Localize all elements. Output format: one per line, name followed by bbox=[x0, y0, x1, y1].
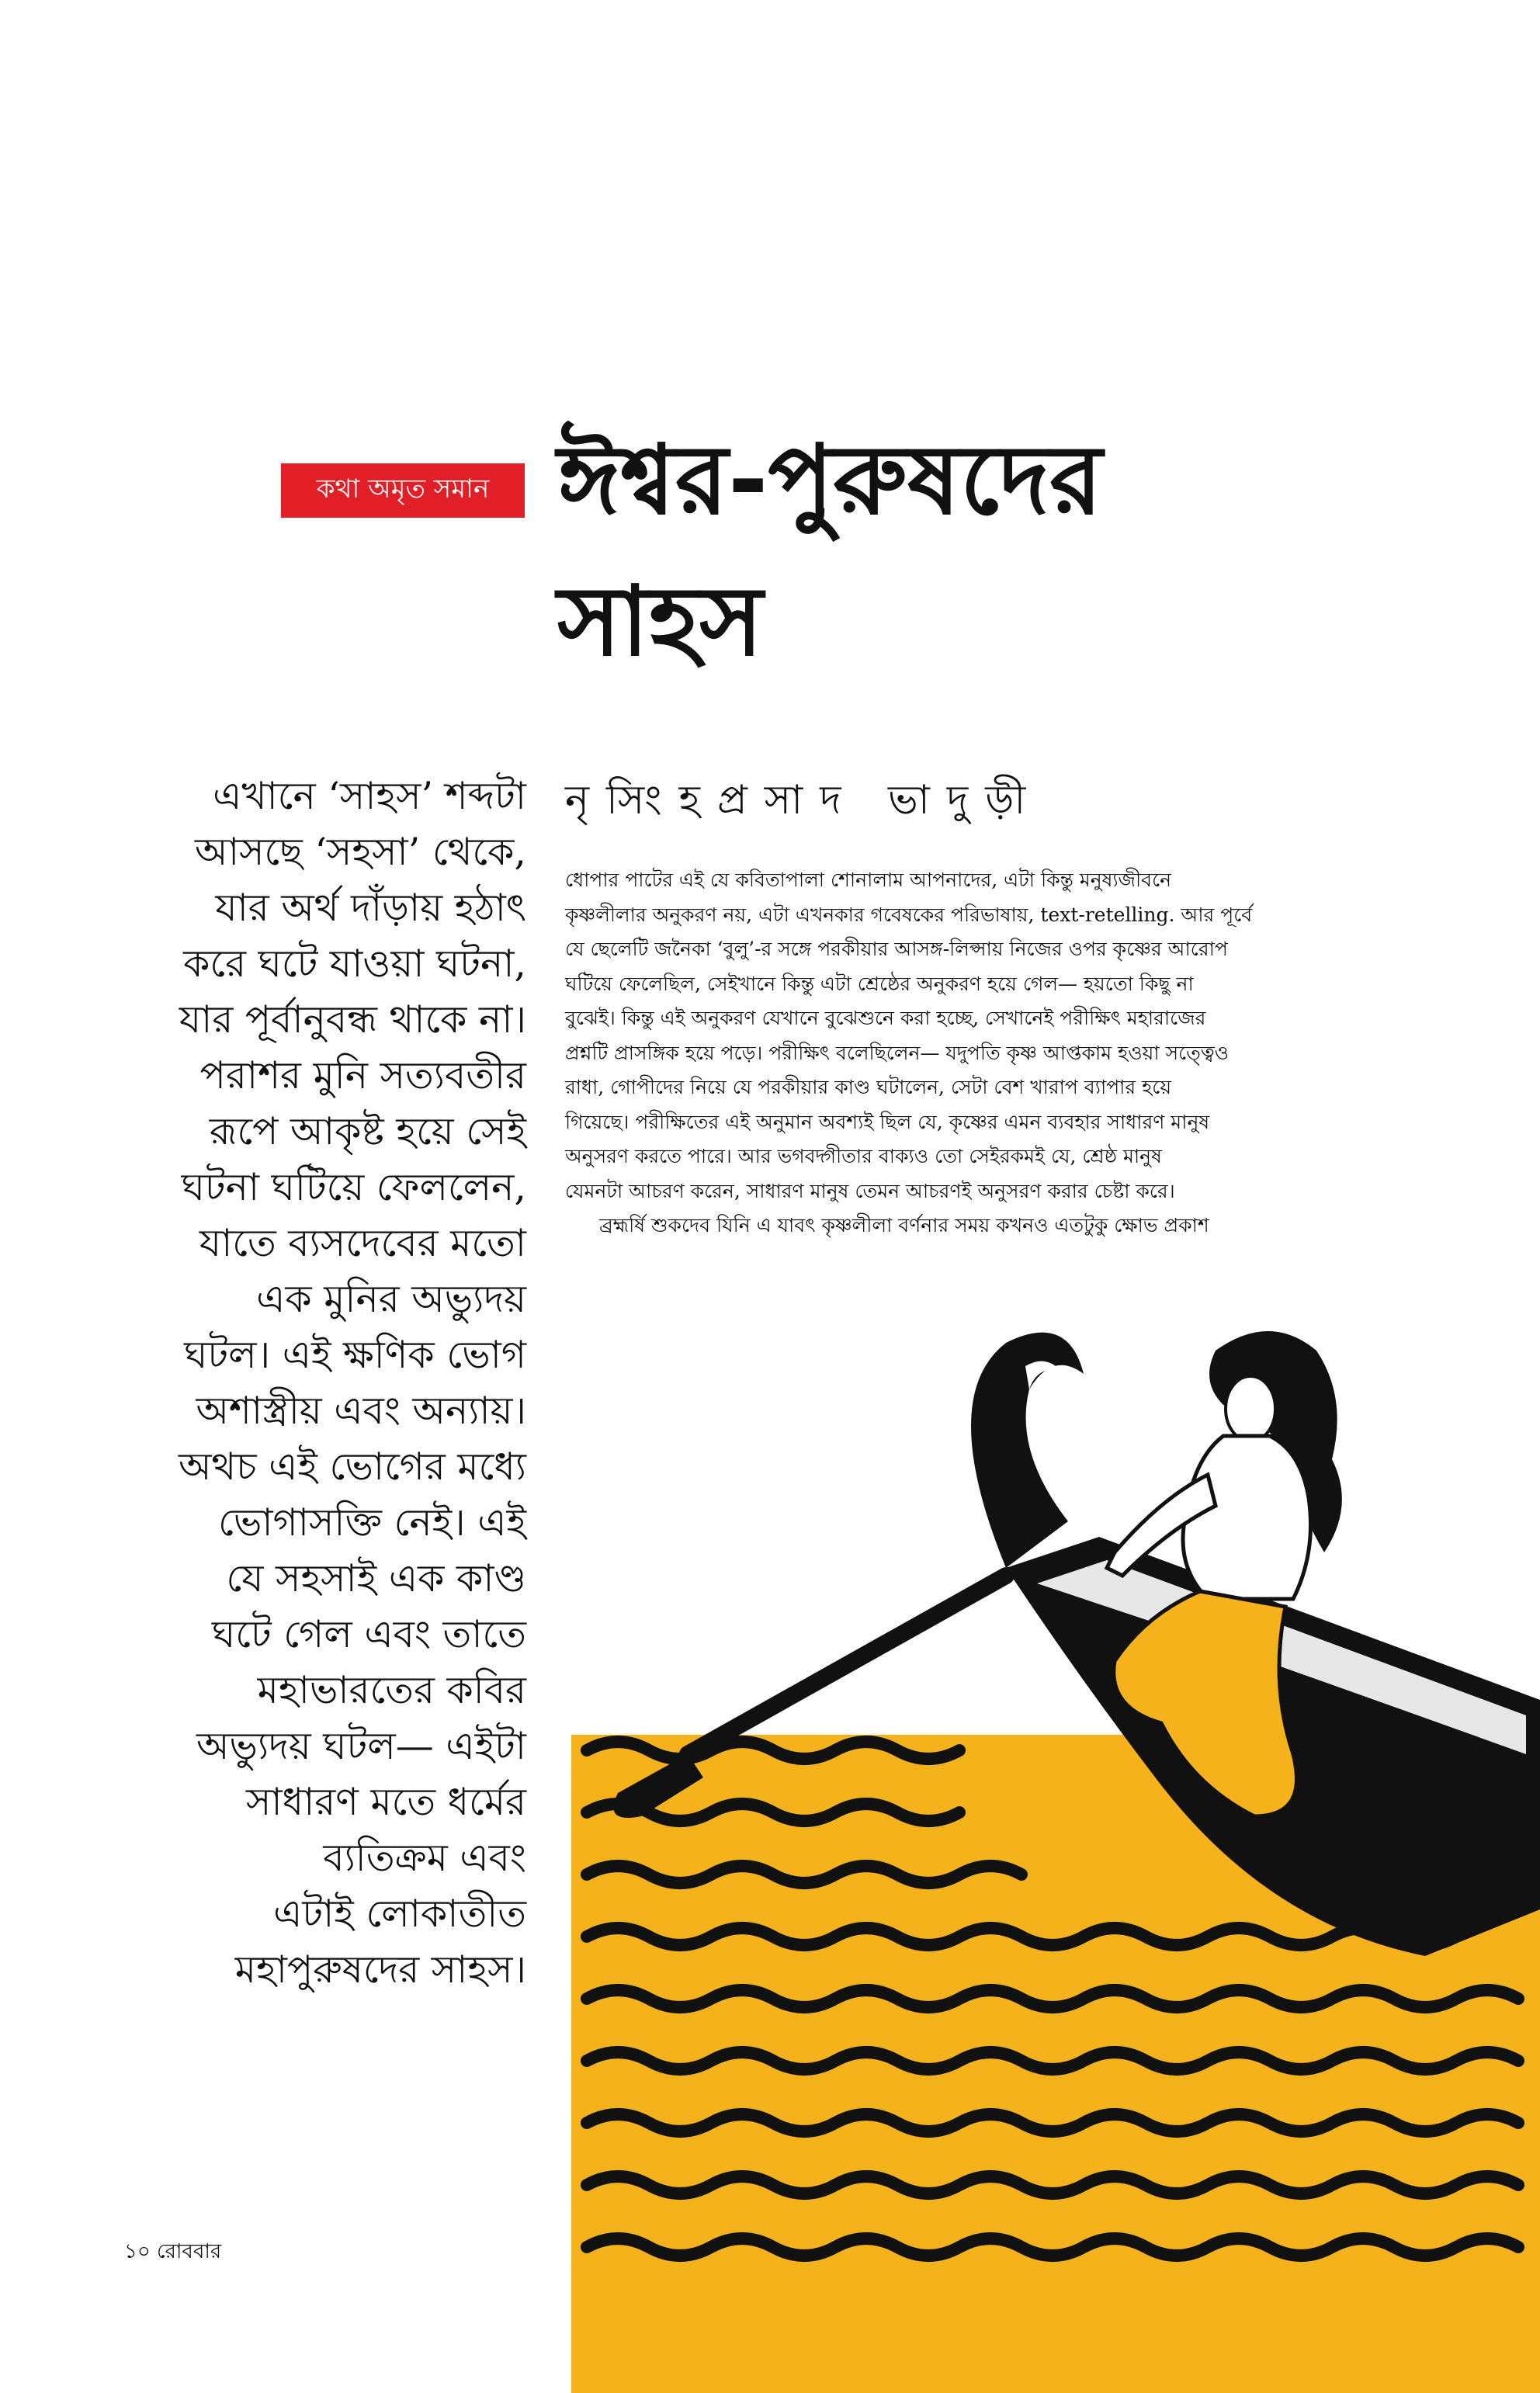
pull-quote-line: ভোগাসক্তি নেই। এই bbox=[218, 1500, 526, 1545]
pull-quote-line: যার পূর্বানুবন্ধ থাকে না। bbox=[179, 997, 526, 1042]
body-line: অনুসরণ করতে পারে। আর ভগবদ্গীতার বাক্যও তো সেইরকমই যে, শ্রেষ্ঠ মানুষ bbox=[565, 1145, 1162, 1167]
pull-quote-line: যাতে ব্যসদেবের মতো bbox=[199, 1221, 526, 1265]
title-line-1: ঈশ্বর-পুরুষদের bbox=[557, 425, 1103, 536]
body-line: প্রশ্নটি প্রাসঙ্গিক হয়ে পড়ে। পরীক্ষিৎ বলেছিলেন— যদুপতি কৃষ্ণ আপ্তকাম হওয়া সত্ত্বেও bbox=[565, 1041, 1230, 1064]
body-line: যে ছেলেটি জনৈকা ‘বুলু’-র সঙ্গে পরকীয়ার আসঙ্গ-লিপ্সায় নিজের ওপর কৃষ্ণের আরোপ bbox=[565, 938, 1228, 960]
pull-quote-line: অথচ এই ভোগের মধ্যে bbox=[178, 1444, 526, 1489]
body-line: ধোপার পাটের এই যে কবিতাপালা শোনালাম আপনাদের, এটা কিন্তু মনুষ্যজীবনে bbox=[565, 869, 1172, 891]
pull-quote-line: পরাশর মুনি সত্যবতীর bbox=[199, 1053, 526, 1098]
pull-quote-line: মহাপুরুষদের সাহস। bbox=[234, 1947, 526, 1992]
pull-quote-line: এখানে ‘সাহস’ শব্দটা bbox=[213, 774, 526, 818]
pull-quote-line: রূপে আকৃষ্ট হয়ে সেই bbox=[209, 1109, 526, 1153]
body-line: ঘটিয়ে ফেলেছিল, সেইখানে কিন্তু এটা শ্রেষ্ঠের অনুকরণ হয়ে গেল— হয়তো কিছু না bbox=[565, 972, 1194, 995]
pull-quote-line: ঘটে গেল এবং তাতে bbox=[212, 1612, 526, 1656]
body-line: গিয়েছে। পরীক্ষিতের এই অনুমান অবশ্যই ছিল যে, কৃষ্ণের এমন ব্যবহার সাধারণ মানুষ bbox=[565, 1110, 1210, 1133]
pull-quote-line: এক মুনির অভ্যুদয় bbox=[256, 1277, 526, 1321]
body-line: যেমনটা আচরণ করেন, সাধারণ মানুষ তেমন আচরণই অনুসরণ করার চেষ্টা করে। bbox=[565, 1179, 1175, 1202]
body-line: ব্রহ্মর্ষি শুকদেব যিনি এ যাবৎ কৃষ্ণলীলা বর্ণনার সময় কখনও এতটুকু ক্ষোভ প্রকাশ bbox=[599, 1214, 1209, 1236]
pull-quote-line: ঘটনা ঘটিয়ে ফেললেন, bbox=[181, 1165, 526, 1209]
body-line: বুঝেই। কিন্তু এই অনুকরণ যেখানে বুঝেশুনে করা হচ্ছে, সেখানেই পরীক্ষিৎ মহারাজের bbox=[565, 1007, 1206, 1029]
pull-quote bbox=[116, 768, 526, 1998]
pull-quote-line: যে সহসাই এক কাণ্ড bbox=[226, 1556, 526, 1601]
article-title bbox=[557, 410, 1489, 692]
pull-quote-line: মহাভারতের কবির bbox=[257, 1668, 526, 1712]
pull-quote-line: অভ্যুদয় ঘটল— এইটা bbox=[196, 1724, 526, 1768]
pull-quote-line: যার অর্থ দাঁড়ায় হঠাৎ bbox=[215, 886, 526, 930]
oar bbox=[688, 1576, 1006, 1754]
body-text bbox=[565, 863, 1411, 1243]
woman-rowing-boat-illustration bbox=[571, 1320, 1540, 2393]
title-line-2: সাহস bbox=[557, 566, 763, 678]
body-line: রাধা, গোপীদের নিয়ে যে পরকীয়ার কাণ্ড ঘটালেন, সেটা বেশ খারাপ ব্যাপার হয়ে bbox=[565, 1076, 1172, 1098]
pull-quote-line: অশাস্ত্রীয় এবং অন্যায়। bbox=[196, 1389, 526, 1433]
pull-quote-line: করে ঘটে যাওয়া ঘটনা, bbox=[183, 942, 526, 986]
body-line: কৃষ্ণলীলার অনুকরণ নয়, এটা এখনকার গবেষকের পরিভাষায়, text-retelling. আর পূর্বে bbox=[565, 903, 1253, 926]
pull-quote-line: ঘটল। এই ক্ষণিক ভোগ bbox=[184, 1333, 526, 1377]
section-tag: কথা অমৃত সমান bbox=[281, 463, 525, 518]
pull-quote-line: ব্যতিক্রম এবং bbox=[323, 1836, 526, 1880]
page-folio: ১০ রোববার bbox=[124, 2240, 222, 2263]
pull-quote-line: এটাই লোকাতীত bbox=[273, 1892, 526, 1936]
pull-quote-line: আসছে ‘সহসা’ থেকে, bbox=[194, 830, 526, 874]
author-byline: নৃসিংহপ্রসাদ ভাদুড়ী bbox=[565, 777, 1043, 824]
pull-quote-line: সাধারণ মতে ধর্মের bbox=[246, 1780, 526, 1824]
